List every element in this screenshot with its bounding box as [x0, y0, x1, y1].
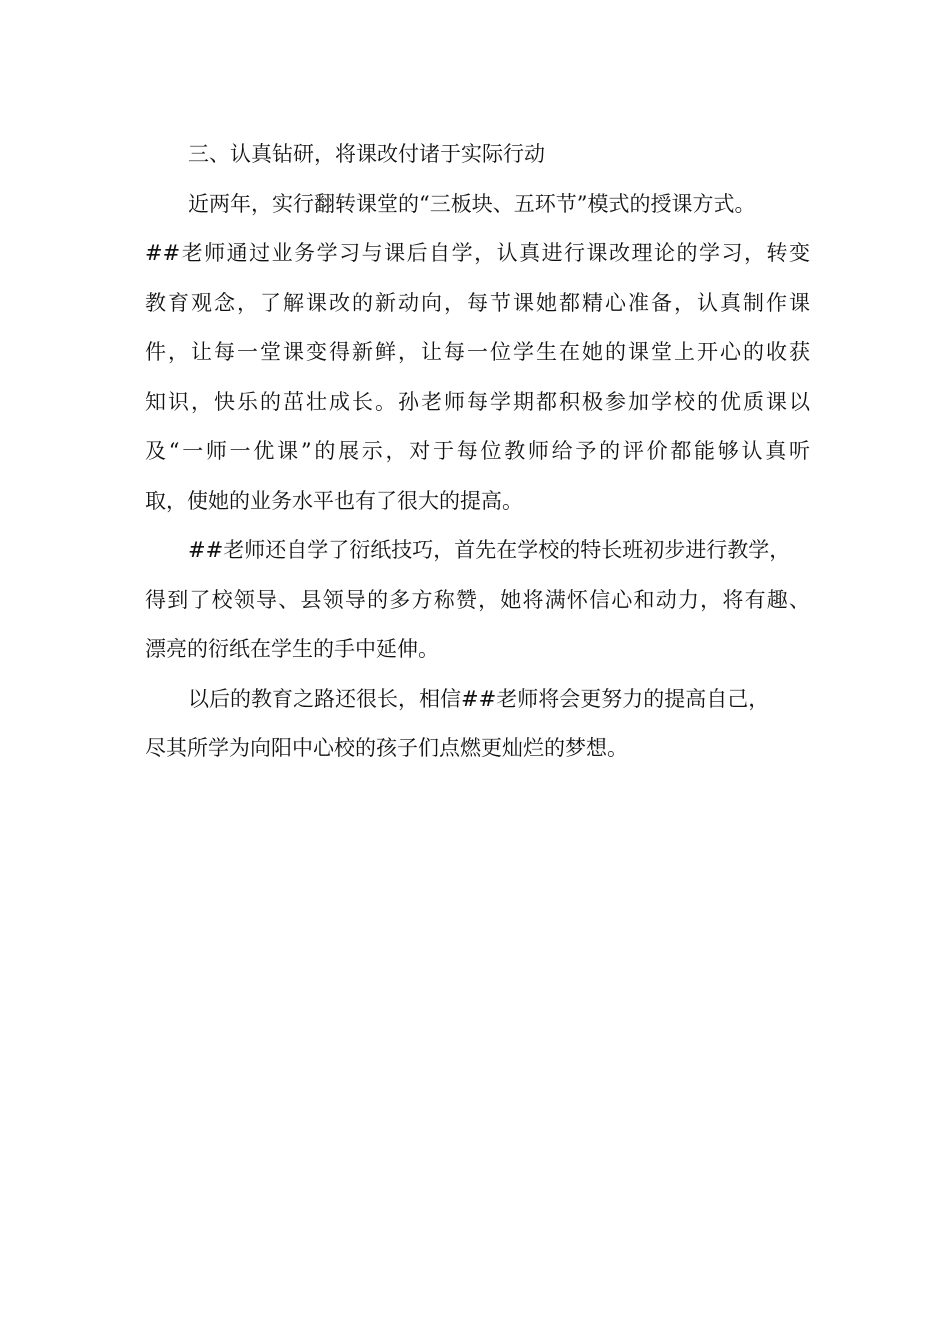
- paragraph-line: 知识，快乐的茁壮成长。孙老师每学期都积极参加学校的优质课以: [145, 389, 810, 414]
- paragraph-quilling: [145, 526, 810, 675]
- paragraph-line: 得到了校领导、县领导的多方称赞，她将满怀信心和动力，将有趣、: [145, 587, 810, 612]
- paragraph-line: 教育观念，了解课改的新动向，每节课她都精心准备，认真制作课: [145, 290, 810, 315]
- section-heading: 三、认真钻研，将课改付诸于实际行动: [188, 142, 545, 166]
- paragraph-line: 尽其所学为向阳中心校的孩子们点燃更灿烂的梦想。: [145, 736, 628, 760]
- paragraph-line: 及“一师一优课”的展示，对于每位教师给予的评价都能够认真听: [145, 439, 810, 463]
- paragraph-line: 漂亮的衍纸在学生的手中延伸。: [145, 637, 439, 661]
- paragraph-curriculum-reform: [145, 180, 810, 527]
- paragraph-line: ##老师还自学了衍纸技巧，首先在学校的特长班初步进行教学，: [188, 538, 791, 562]
- paragraph-conclusion: [145, 675, 810, 774]
- paragraph-line: 近两年，实行翻转课堂的“三板块、五环节”模式的授课方式。: [188, 191, 756, 216]
- paragraph-line: 以后的教育之路还很长，相信##老师将会更努力的提高自己，: [188, 686, 770, 711]
- document-body: [145, 130, 810, 774]
- paragraph-line: ##老师通过业务学习与课后自学，认真进行课改理论的学习，转变: [145, 241, 810, 265]
- paragraph-line: 件，让每一堂课变得新鲜，让每一位学生在她的课堂上开心的收获: [145, 340, 810, 364]
- paragraph-line: 取，使她的业务水平也有了很大的提高。: [145, 488, 523, 513]
